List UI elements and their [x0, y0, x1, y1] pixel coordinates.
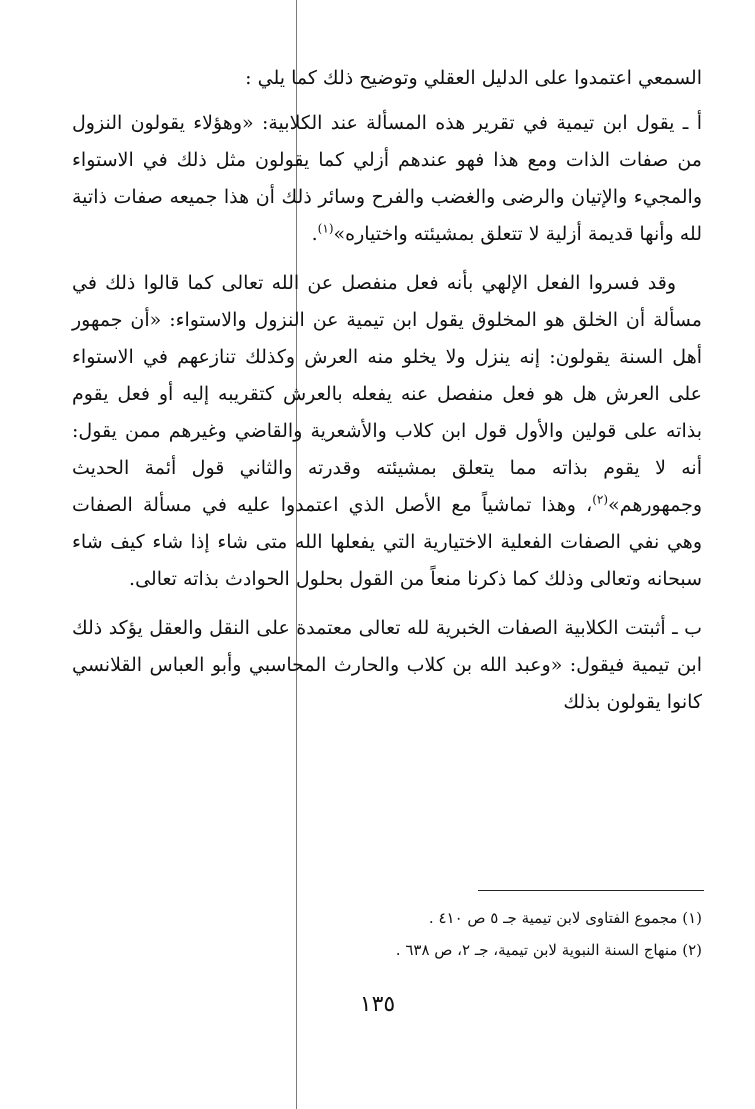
- paragraph-b: [72, 265, 702, 598]
- paragraph-a: [72, 105, 702, 253]
- lead-line: السمعي اعتمدوا على الدليل العقلي وتوضيح ذلك كما يلي :: [245, 67, 702, 89]
- main-text: [72, 60, 702, 733]
- paragraph-b-end: ، وهذا تماشياً مع الأصل الذي اعتمدوا عليه في مسألة الصفات وهي نفي الصفات الفعلية الاختيارية التي يفعلها الله متى شاء إذا شاء كيف شاء سبحانه وتعالى وذلك كما ذكرنا منعاً من القول بحلول الحوادث بذاته تعالى.: [72, 494, 702, 590]
- paragraph-b-text: وقد فسروا الفعل الإلهي بأنه فعل منفصل عن الله تعالى كما قالوا ذلك في مسألة أن الخلق هو المخلوق يقول ابن تيمية عن النزول والاستواء: «أن جمهور أهل السنة يقولون: إنه ينزل ولا يخلو منه العرش وكذلك تنازعهم في الاستواء على العرش هل هو فعل منفصل عنه يفعله بالعرش كتقريبه إليه أو فعل يقوم بذاته على قولين والأول قول ابن كلاب والأشعرية والقاضي وغيرهم ممن يقول: أنه لا يقوم بذاته مما يتعلق بمشيئته وقدرته والثاني قول أئمة الحديث وجمهورهم»: [72, 272, 702, 516]
- footnote-2: (٢) منهاج السنة النبوية لابن تيمية، جـ ٢، ص ٦٣٨ .: [395, 941, 702, 959]
- paragraph-c: ب ـ أثبتت الكلابية الصفات الخبرية لله تعالى معتمدة على النقل والعقل يؤكد ذلك ابن تيمية فيقول: «وعبد الله بن كلاب والحارث المحاسبي وأبو العباس القلانسي كانوا يقولون بذلك: [72, 617, 702, 713]
- footnote-separator: [478, 890, 704, 891]
- footnotes: [72, 902, 702, 966]
- footnote-ref-2: (٢): [592, 492, 609, 507]
- page-number: ١٣٥: [359, 992, 396, 1017]
- paragraph-a-text: أ ـ يقول ابن تيمية في تقرير هذه المسألة عند الكلابية: «وهؤلاء يقولون النزول من صفات الذات ومع هذا فهو عندهم أزلي كما يقولون مثل ذلك في الاستواء والمجيء والإتيان والرضى والغضب والفرح وسائر ذلك أن هذا جميعه صفات ذاتية لله وأنها قديمة أزلية لا تتعلق بمشيئته واختياره»: [72, 112, 702, 245]
- paragraph-a-end: .: [311, 223, 318, 245]
- footnote-ref-1: (١): [317, 221, 334, 236]
- footnote-1: (١) مجموع الفتاوى لابن تيمية جـ ٥ ص ٤١٠ .: [428, 909, 702, 927]
